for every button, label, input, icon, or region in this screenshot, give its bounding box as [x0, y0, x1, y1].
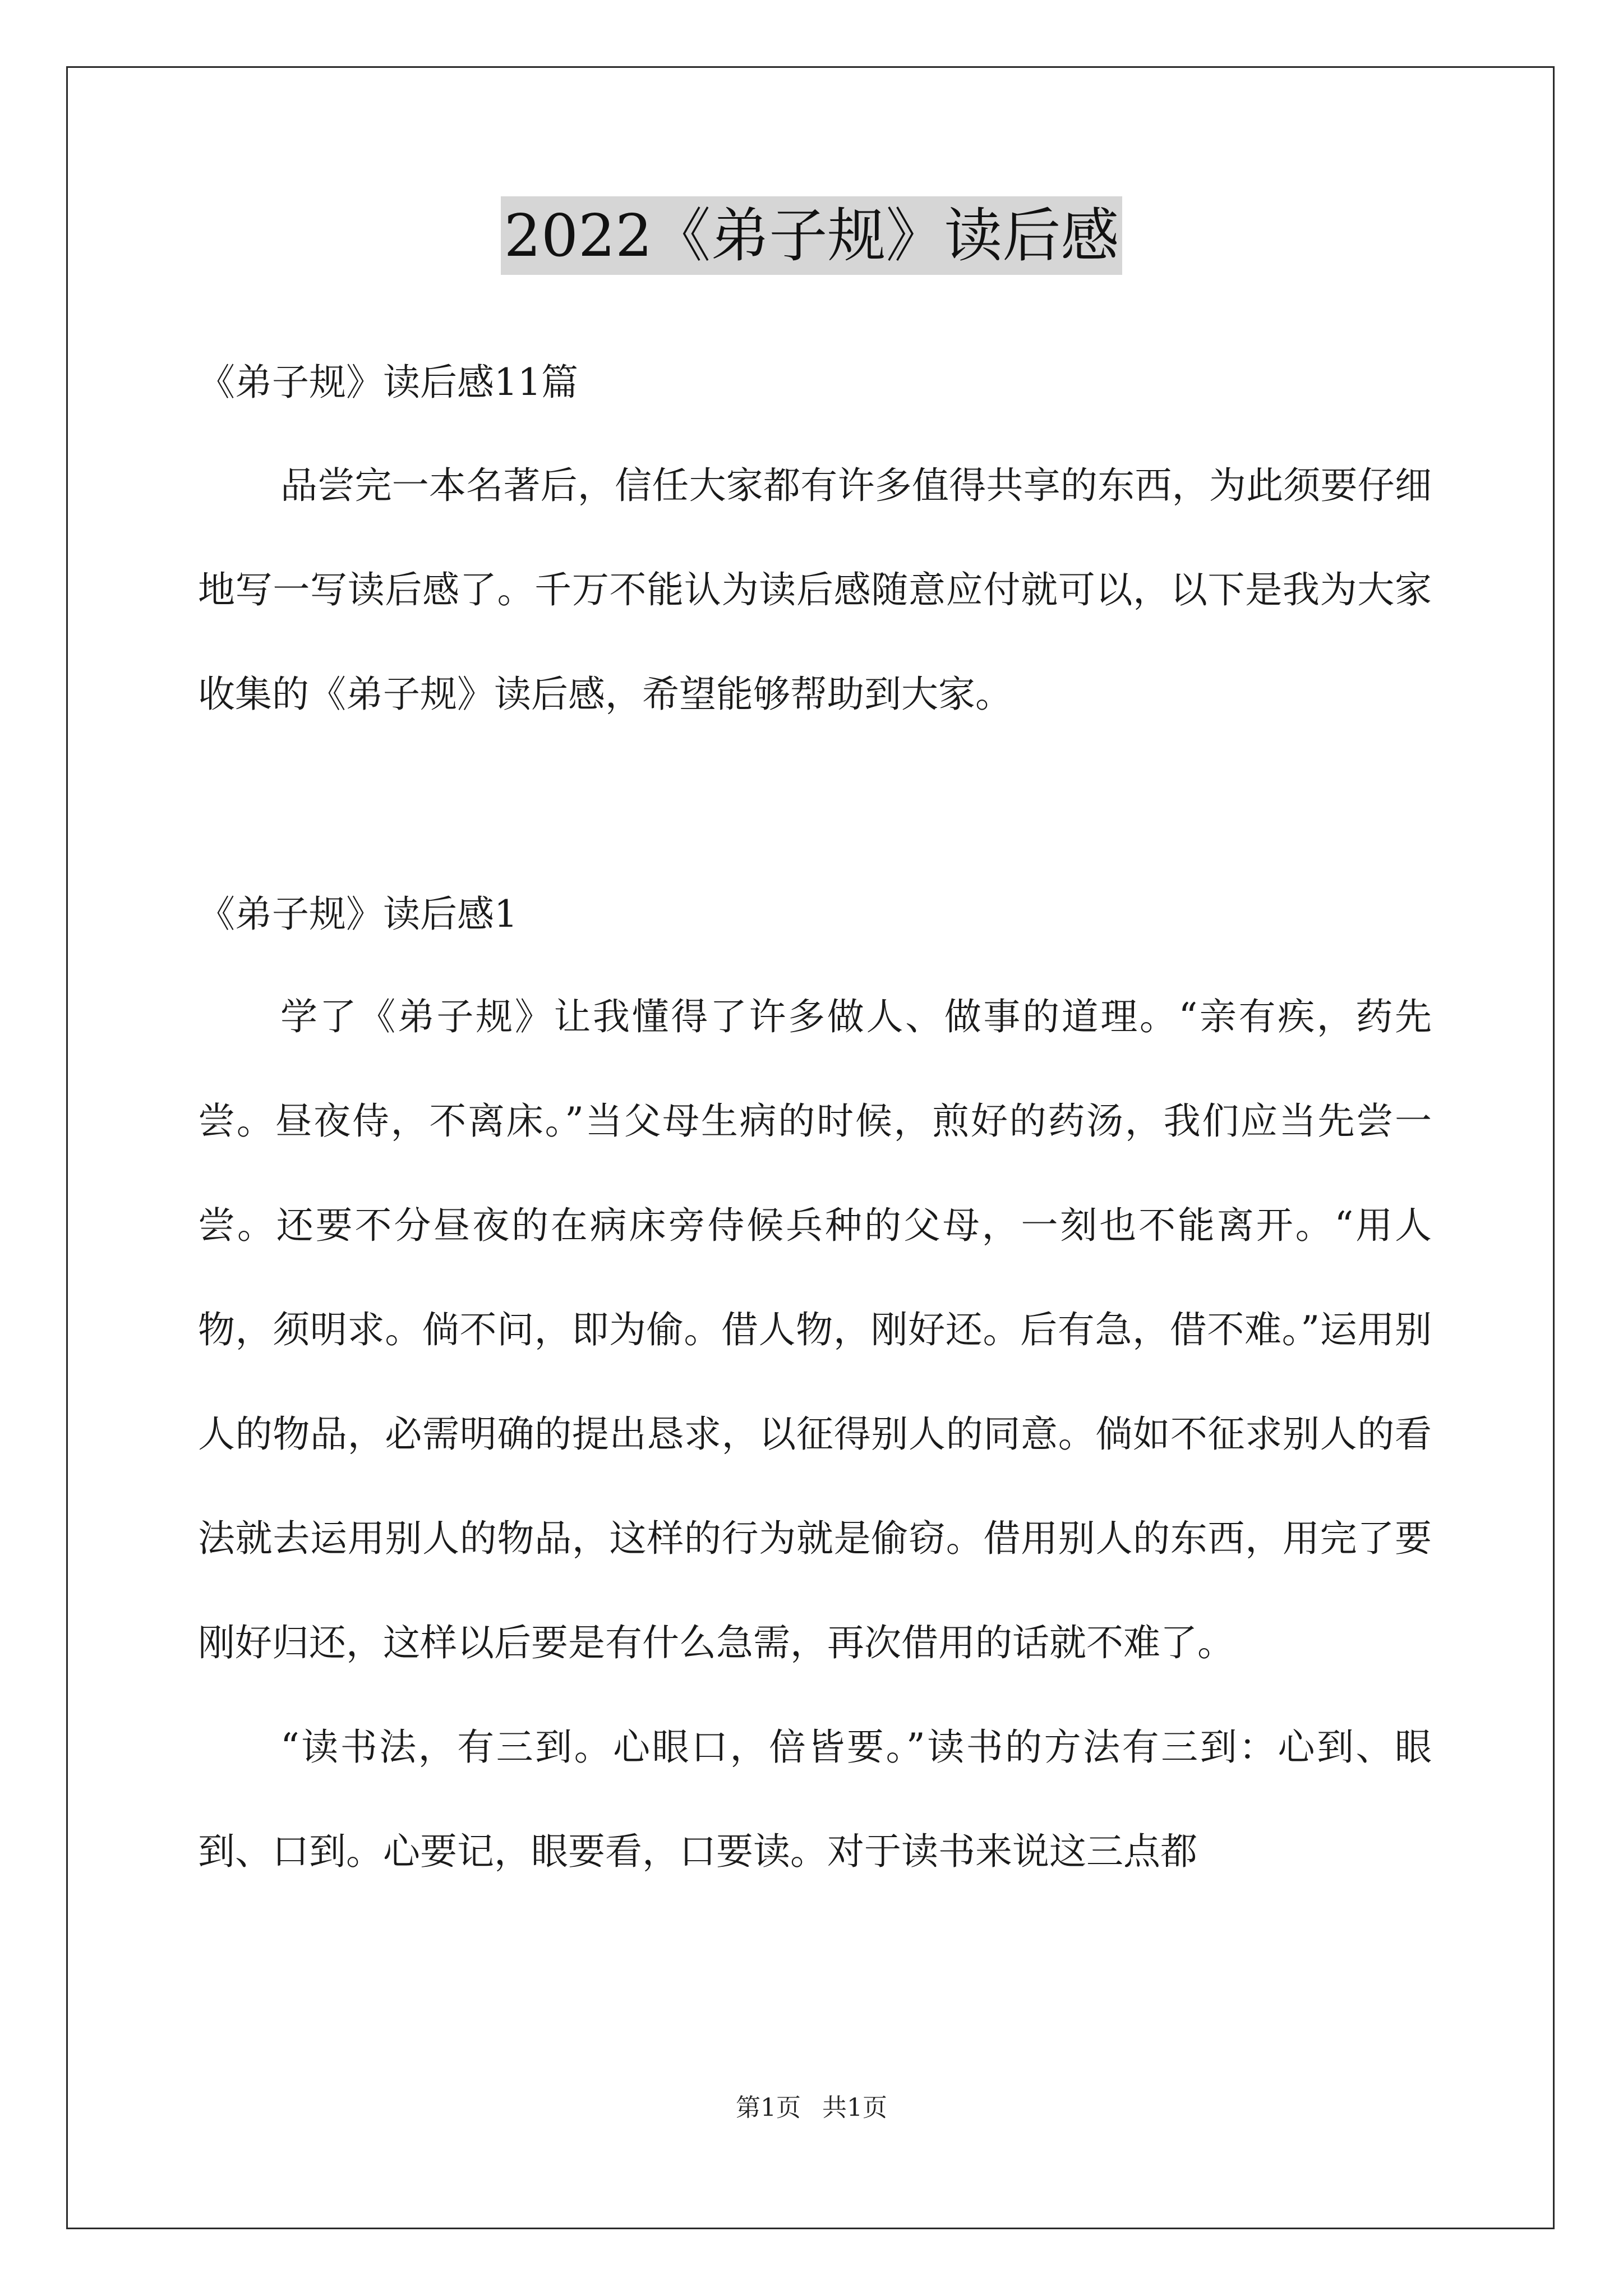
body-block — [198, 965, 1432, 1904]
section-heading-block — [198, 886, 1432, 942]
body-paragraph: 学了《弟子规》让我懂得了许多做人、做事的道理。“亲有疾，药先尝。昼夜侍，不离床。”当父母生病的时候，煎好的药汤，我们应当先尝一尝。还要不分昼夜的在病床旁侍候兵种的父母，一刻也不能离开。“用人物，须明求。倘不问，即为偷。借人物，刚好还。后有急，借不难。”运用别人的物品，必需明确的提出恳求，以征得别人的同意。倘如不征求别人的看法就去运用别人的物品，这样的行为就是偷窃。借用别人的东西，用完了要刚好归还，这样以后要是有什么急需，再次借用的话就不难了。 — [198, 995, 1432, 1664]
collection-heading-block — [198, 355, 1432, 411]
section-heading: 《弟子规》读后感1 — [198, 892, 518, 936]
page-number-current: 第1页 — [736, 2093, 801, 2122]
document-title: 2022《弟子规》读后感 — [501, 196, 1123, 275]
intro-block — [198, 434, 1432, 747]
page-number-total: 共1页 — [822, 2093, 887, 2122]
page-footer — [0, 2091, 1623, 2125]
title-container — [0, 196, 1623, 275]
collection-heading: 《弟子规》读后感11篇 — [198, 361, 578, 404]
intro-paragraph: 品尝完一本名著后，信任大家都有许多值得共享的东西，为此须要仔细地写一写读后感了。千万不能认为读后感随意应付就可以，以下是我为大家收集的《弟子规》读后感，希望能够帮助到大家。 — [198, 464, 1432, 716]
body-paragraph: “读书法，有三到。心眼口，倍皆要。”读书的方法有三到：心到、眼到、口到。心要记，眼要看，口要读。对于读书来说这三点都 — [198, 1726, 1432, 1873]
